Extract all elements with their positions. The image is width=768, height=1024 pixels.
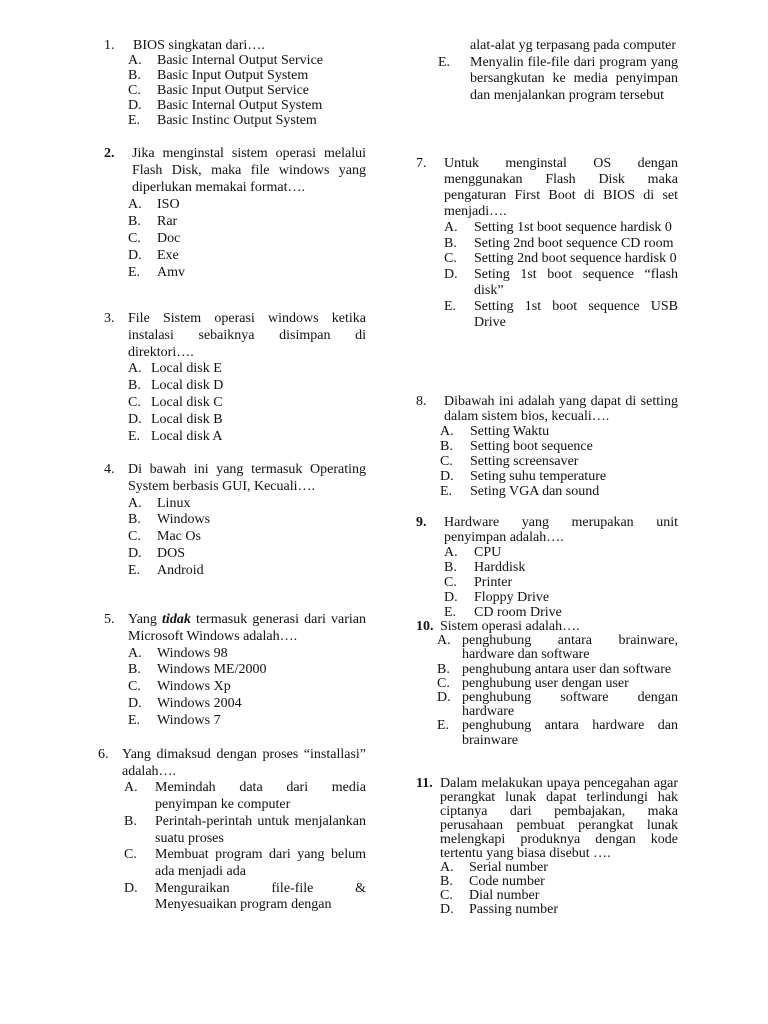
option-list	[128, 196, 366, 281]
question-number: 8.	[416, 394, 427, 409]
question-text: Dibawah ini adalah yang dapat di setting dalam sistem bios, kecuali….	[444, 394, 678, 424]
option-b: B. Harddisk	[444, 560, 526, 575]
question-number: 11.	[416, 776, 433, 791]
option-e: E. CD room Drive	[444, 605, 562, 620]
option-list	[124, 780, 366, 914]
question-text: Di bawah ini yang termasuk Operating System berbasis GUI, Kecuali….	[128, 462, 366, 494]
option-c: C. Local disk C	[128, 394, 223, 410]
option-d: D. Seting suhu temperature	[440, 469, 607, 484]
question-text: Jika menginstal sistem operasi melalui Flash Disk, maka file windows yang diperlukan memakai format….	[132, 146, 366, 195]
option-c: C. Windows Xp	[128, 679, 231, 695]
option-a: A. Windows 98	[128, 645, 228, 661]
option-a: A. Basic Internal Output Service	[128, 53, 324, 68]
question-3	[100, 311, 366, 445]
question-9	[412, 515, 678, 620]
option-b: B. penghubung antara user dan software	[437, 661, 672, 677]
option-d: D. Floppy Drive	[444, 590, 550, 605]
option-d: D. DOS	[128, 545, 186, 561]
question-number: 10.	[416, 619, 434, 634]
question-10	[416, 620, 678, 748]
option-e: E. Setting 1st boot sequence USB Drive	[444, 299, 678, 331]
option-list	[440, 424, 678, 499]
option-b: B. Windows	[128, 512, 211, 528]
question-7	[412, 156, 678, 331]
question-6	[98, 747, 366, 914]
question-text: Yang dimaksud dengan proses “installasi” adalah….	[122, 747, 366, 779]
question-text: Dalam melakukan upaya pencegahan agar perangkat lunak dapat terlindungi hak ciptanya dari pembajakan, maka perusahaan pembuat perangkat lunak melengkapi produknya dengan kode tertentu yang biasa disebut ….	[440, 776, 678, 861]
question-text: File Sistem operasi windows ketika instalasi sebaiknya disimpan di direktori….	[128, 311, 366, 360]
question-text: Yang tidak termasuk generasi dari varian Microsoft Windows adalah….	[128, 612, 366, 644]
option-c: C. Dial number	[440, 888, 540, 903]
option-b: B. Seting 2nd boot sequence CD room	[444, 235, 674, 251]
option-d-continuation: alat-alat yg terpasang pada computer	[470, 38, 677, 53]
option-d: D. Basic Internal Output System	[128, 98, 323, 113]
option-a: A. CPU	[444, 545, 502, 560]
option-list	[440, 861, 678, 917]
option-a: A. Setting Waktu	[440, 424, 550, 439]
option-c: C. penghubung user dengan user	[437, 675, 629, 691]
question-11	[416, 777, 678, 917]
question-number: 1.	[104, 38, 115, 53]
option-c: C. Mac Os	[128, 529, 201, 545]
option-c: C. Setting screensaver	[440, 454, 579, 469]
option-b: B. Basic Input Output System	[128, 68, 309, 83]
option-b: B. Windows ME/2000	[128, 662, 267, 678]
option-c: C. Doc	[128, 231, 181, 246]
option-a: A. Setting 1st boot sequence hardisk 0	[444, 219, 672, 235]
question-text: BIOS singkatan dari….	[133, 38, 265, 53]
question-number: 2.	[104, 146, 115, 161]
option-b: B. Code number	[440, 874, 545, 889]
option-c: C. Setting 2nd boot sequence hardisk 0	[444, 251, 677, 267]
option-d: D. Windows 2004	[128, 695, 242, 711]
option-d: D. Local disk B	[128, 411, 223, 427]
question-4	[100, 462, 366, 580]
option-list	[444, 220, 678, 331]
question-number: 9.	[416, 515, 427, 530]
emphasis-keyword: tidak	[162, 612, 191, 627]
question-number: 7.	[416, 156, 427, 171]
question-5	[100, 612, 366, 730]
question-number: 6.	[98, 747, 109, 762]
option-d: D. Menguraikan file-file & Menyesuaikan program dengan	[124, 880, 366, 913]
option-b: B. Local disk D	[128, 378, 224, 394]
option-list	[128, 646, 366, 730]
option-b: B. Rar	[128, 214, 178, 229]
question-6-continuation	[412, 38, 678, 105]
option-e: E. Android	[128, 562, 204, 578]
option-e: E. Menyalin file-file dari program yang bersangkutan ke media penyimpan dan menjalankan program tersebut	[438, 54, 678, 104]
option-a: A. Linux	[128, 495, 191, 511]
option-list	[128, 361, 366, 445]
option-list	[128, 53, 366, 128]
option-a: A. Local disk E	[128, 361, 222, 377]
option-a: A. Memindah data dari media penyimpan ke computer	[124, 780, 366, 813]
option-list	[128, 496, 366, 580]
option-e: E. penghubung antara hardware dan brainware	[437, 718, 678, 748]
question-text: Hardware yang merupakan unit penyimpan adalah….	[444, 515, 678, 545]
option-d: D. penghubung software dengan hardware	[437, 690, 678, 720]
option-a: A. Serial number	[440, 860, 548, 875]
option-list	[444, 545, 678, 620]
option-d: D. Seting 1st boot sequence “flash disk”	[444, 267, 678, 299]
option-list	[438, 55, 678, 105]
option-b: B. Setting boot sequence	[440, 439, 593, 454]
option-c: C. Membuat program dari yang belum ada menjadi ada	[124, 847, 366, 879]
option-d: D. Exe	[128, 248, 179, 263]
option-a: A. penghubung antara brainware, hardware dan software	[437, 633, 678, 663]
question-number: 5.	[104, 612, 115, 627]
option-e: E. Basic Instinc Output System	[128, 113, 317, 128]
option-c: C. Printer	[444, 575, 513, 590]
question-8	[412, 394, 678, 499]
question-text: Untuk menginstal OS dengan menggunakan Flash Disk maka pengaturan First Boot di BIOS di set menjadi….	[444, 156, 678, 219]
option-d: D. Passing number	[440, 902, 559, 917]
question-number: 3.	[104, 311, 115, 326]
question-2	[100, 145, 366, 281]
option-list	[437, 634, 678, 748]
question-number: 4.	[104, 462, 115, 477]
option-e: E. Amv	[128, 265, 185, 280]
option-b: B. Perintah-perintah untuk menjalankan suatu proses	[124, 813, 366, 846]
option-e: E. Seting VGA dan sound	[440, 484, 600, 499]
question-1	[100, 38, 366, 128]
option-c: C. Basic Input Output Service	[128, 83, 310, 98]
question-text: Sistem operasi adalah….	[440, 619, 580, 634]
option-e: E. Windows 7	[128, 712, 221, 728]
option-a: A. ISO	[128, 197, 180, 212]
option-e: E. Local disk A	[128, 428, 223, 444]
